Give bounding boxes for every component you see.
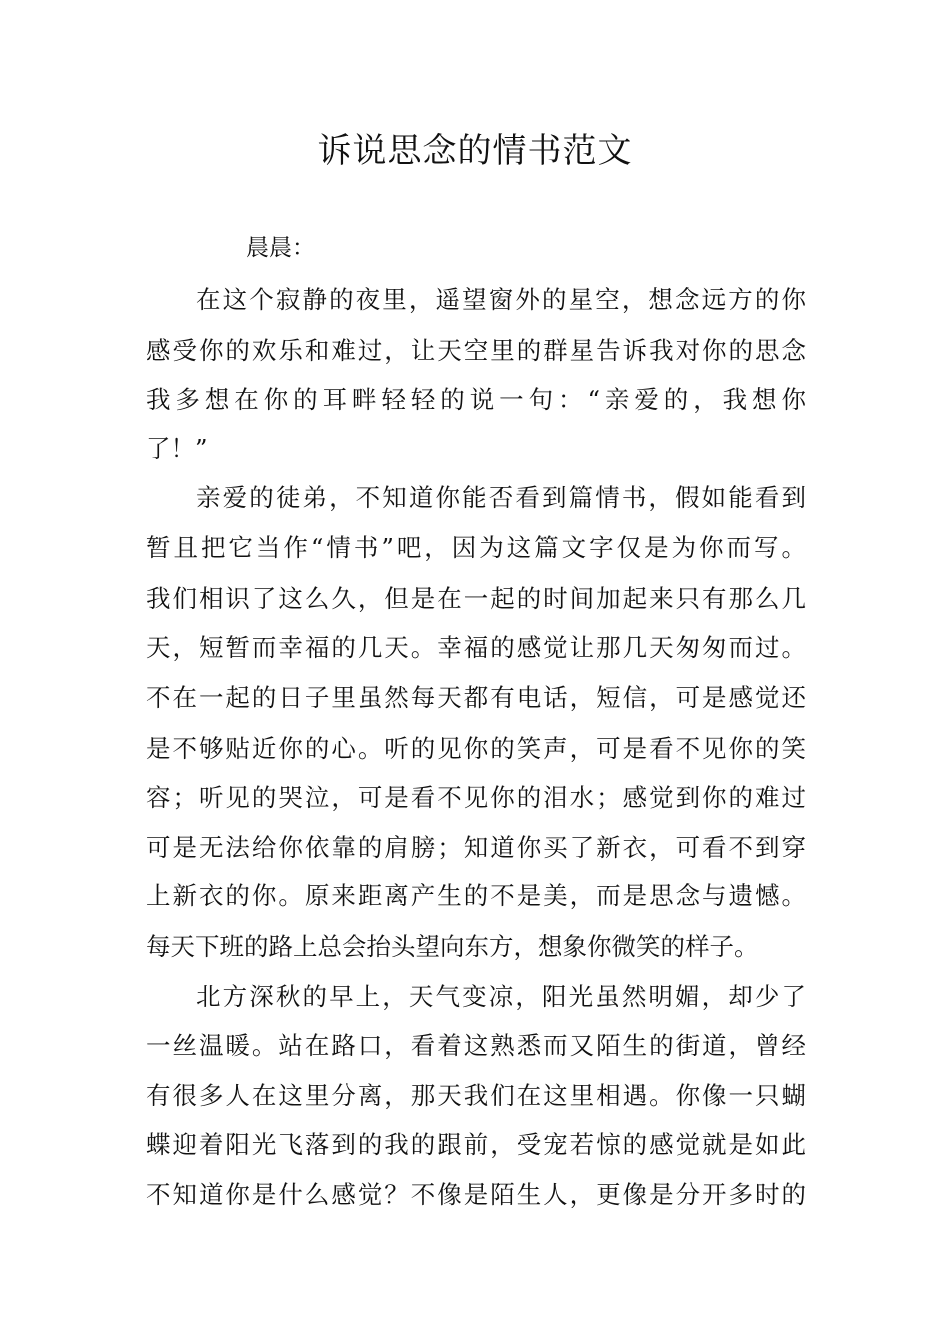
paragraph-line: 不在一起的日子里虽然每天都有电话，短信，可是感觉还 — [146, 683, 806, 712]
paragraph-line: 可是无法给你依靠的肩膀；知道你买了新衣，可看不到穿 — [146, 833, 806, 862]
paragraph-line: 感受你的欢乐和难过，让天空里的群星告诉我对你的思念 — [146, 336, 806, 365]
letter-salutation: 晨晨： — [246, 235, 315, 261]
paragraph-line: 我们相识了这么久，但是在一起的时间加起来只有那么几 — [146, 584, 806, 613]
paragraph-line: 蝶迎着阳光飞落到的我的跟前，受宠若惊的感觉就是如此 — [146, 1130, 806, 1159]
paragraph-line: 我多想在你的耳畔轻轻的说一句：“亲爱的，我想你 — [146, 385, 806, 414]
paragraph-line: 上新衣的你。原来距离产生的不是美，而是思念与遗憾。 — [146, 881, 806, 910]
paragraph-line: 每天下班的路上总会抬头望向东方，想象你微笑的样子。 — [146, 932, 759, 961]
paragraph-line: 有很多人在这里分离，那天我们在这里相遇。你像一只蝴 — [146, 1081, 806, 1110]
paragraph-line: 亲爱的徒弟，不知道你能否看到篇情书，假如能看到 — [196, 483, 806, 512]
paragraph-line: 是不够贴近你的心。听的见你的笑声，可是看不见你的笑 — [146, 734, 806, 763]
paragraph-line: 天，短暂而幸福的几天。幸福的感觉让那几天匆匆而过。 — [146, 633, 806, 662]
paragraph-line: 北方深秋的早上，天气变凉，阳光虽然明媚，却少了 — [196, 982, 806, 1011]
paragraph-line: 一丝温暖。站在路口，看着这熟悉而又陌生的街道，曾经 — [146, 1031, 806, 1060]
document-title: 诉说思念的情书范文 — [317, 131, 633, 171]
paragraph-line: 在这个寂静的夜里，遥望窗外的星空，想念远方的你 — [196, 285, 806, 314]
paragraph-line: 不知道你是什么感觉？不像是陌生人，更像是分开多时的 — [146, 1180, 806, 1209]
paragraph-line: 容；听见的哭泣，可是看不见你的泪水；感觉到你的难过 — [146, 783, 806, 812]
paragraph-line: 了！” — [146, 434, 208, 463]
paragraph-line: 暂且把它当作“情书”吧，因为这篇文字仅是为你而写。 — [146, 533, 806, 562]
